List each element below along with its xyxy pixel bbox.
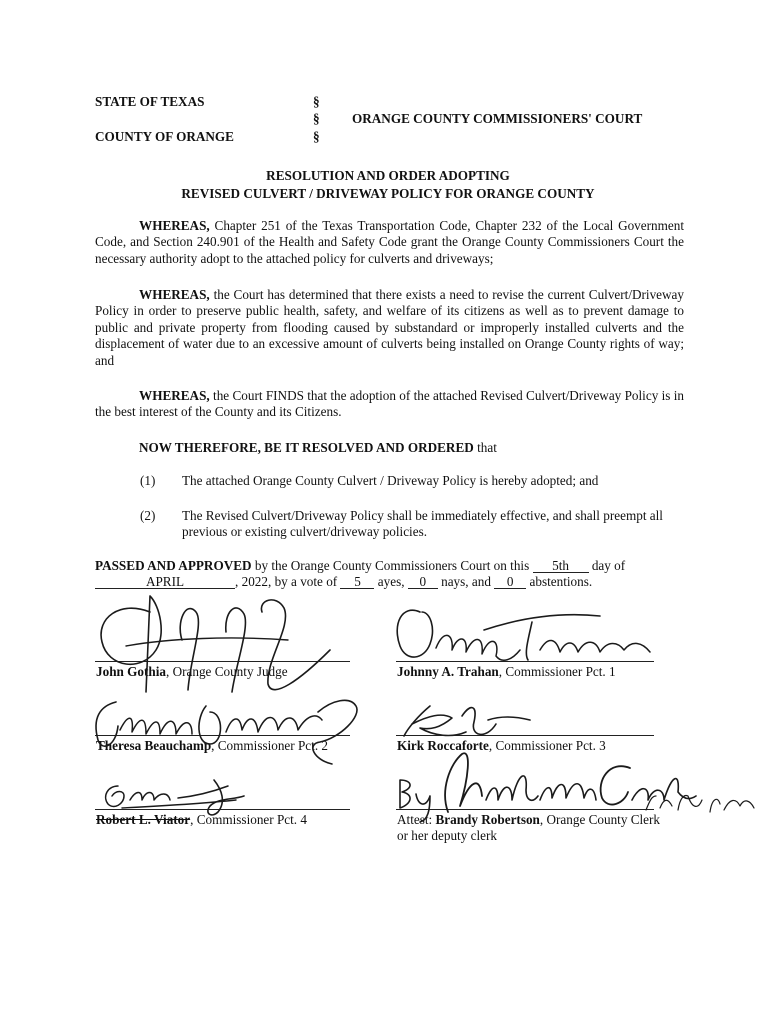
passed-text: by the Orange County Commissioners Court on this bbox=[251, 558, 533, 573]
signatory-title: , Commissioner Pct. 4 bbox=[190, 812, 307, 827]
section-mark: § bbox=[313, 111, 320, 126]
county-label: COUNTY OF ORANGE bbox=[95, 129, 234, 144]
whereas-text: the Court FINDS that the adoption of the attached Revised Culvert/Driveway Policy is in the best interest of the County and its Citizens. bbox=[95, 388, 684, 420]
attest-prefix: Attest: bbox=[397, 812, 436, 827]
signatory-title: , Orange County Clerk bbox=[539, 812, 661, 827]
resolution-lead: NOW THEREFORE, BE IT RESOLVED AND ORDERED bbox=[139, 440, 474, 455]
signature-pct-4 bbox=[106, 780, 244, 815]
resolution-item-text: The attached Orange County Culvert / Driveway Policy is hereby adopted; and bbox=[182, 473, 599, 488]
resolution-tail: that bbox=[473, 440, 497, 455]
whereas-lead: WHEREAS, bbox=[139, 287, 210, 302]
passed-text: nays, and bbox=[437, 574, 495, 589]
whereas-lead: WHEREAS, bbox=[139, 218, 210, 233]
signatory-name: John Gothia bbox=[96, 664, 166, 679]
signatory-title: , Orange County Judge bbox=[166, 664, 288, 679]
passed-text: , 2022, by a vote of bbox=[235, 574, 341, 589]
court-name: ORANGE COUNTY COMMISSIONERS' COURT bbox=[352, 111, 643, 126]
whereas-text: the Court has determined that there exists a need to revise the current Culvert/Driveway Policy in order to preserve public health, safety, and welfare of its citizens as well as to prevent damage to public and private property from flooding caused by substandard or improperly installed culverts and the displacement of water due to an excessive amount of culverts being installed on Orange County rights of way; and bbox=[95, 287, 684, 368]
passed-month: APRIL bbox=[95, 575, 235, 589]
signatory-title: , Commissioner Pct. 2 bbox=[211, 738, 329, 753]
signatory-name: Robert L. Viator bbox=[96, 812, 191, 827]
section-mark: § bbox=[313, 129, 320, 144]
whereas-lead: WHEREAS, bbox=[139, 388, 210, 403]
passed-day: 5th bbox=[533, 559, 589, 573]
passed-text: abstentions. bbox=[526, 574, 593, 589]
passed-text: ayes, bbox=[374, 574, 408, 589]
signature-clerk bbox=[400, 753, 754, 822]
signatory-title: , Commissioner Pct. 1 bbox=[498, 664, 616, 679]
whereas-text: Chapter 251 of the Texas Transportation Code, Chapter 232 of the Local Government Code, and Section 240.901 of the Health and Safety Code grant the Orange County Commissioners Court the necessary authority adopt to the attached policy for culverts and driveways; bbox=[95, 218, 684, 266]
passed-ayes: 5 bbox=[340, 575, 374, 589]
resolution-item-number: (2) bbox=[140, 508, 156, 523]
document-title-line-1: RESOLUTION AND ORDER ADOPTING bbox=[266, 168, 510, 183]
signatory-title: , Commissioner Pct. 3 bbox=[488, 738, 606, 753]
passed-abstentions: 0 bbox=[494, 575, 526, 589]
signatory-name: Kirk Roccaforte bbox=[397, 738, 489, 753]
signatory-name: Theresa Beauchamp bbox=[96, 738, 212, 753]
document-title-line-2: REVISED CULVERT / DRIVEWAY POLICY FOR ORANGE COUNTY bbox=[181, 186, 595, 201]
passed-lead: PASSED AND APPROVED bbox=[95, 558, 252, 573]
passed-nays: 0 bbox=[408, 575, 438, 589]
signature-pct-1 bbox=[397, 610, 650, 660]
passed-text: day of bbox=[588, 558, 626, 573]
resolution-item-text: The Revised Culvert/Driveway Policy shall be immediately effective, and shall preempt all previous or existing culvert/driveway policies. bbox=[182, 508, 663, 540]
section-mark: § bbox=[313, 94, 320, 109]
signature-pct-2 bbox=[96, 700, 357, 764]
signature-judge bbox=[101, 596, 330, 692]
state-label: STATE OF TEXAS bbox=[95, 94, 205, 109]
resolution-item-number: (1) bbox=[140, 473, 156, 488]
clerk-deputy-note: or her deputy clerk bbox=[397, 828, 497, 843]
signatory-name: Johnny A. Trahan bbox=[397, 664, 499, 679]
signature-pct-3 bbox=[404, 706, 530, 736]
signatory-name: Brandy Robertson bbox=[435, 812, 540, 827]
